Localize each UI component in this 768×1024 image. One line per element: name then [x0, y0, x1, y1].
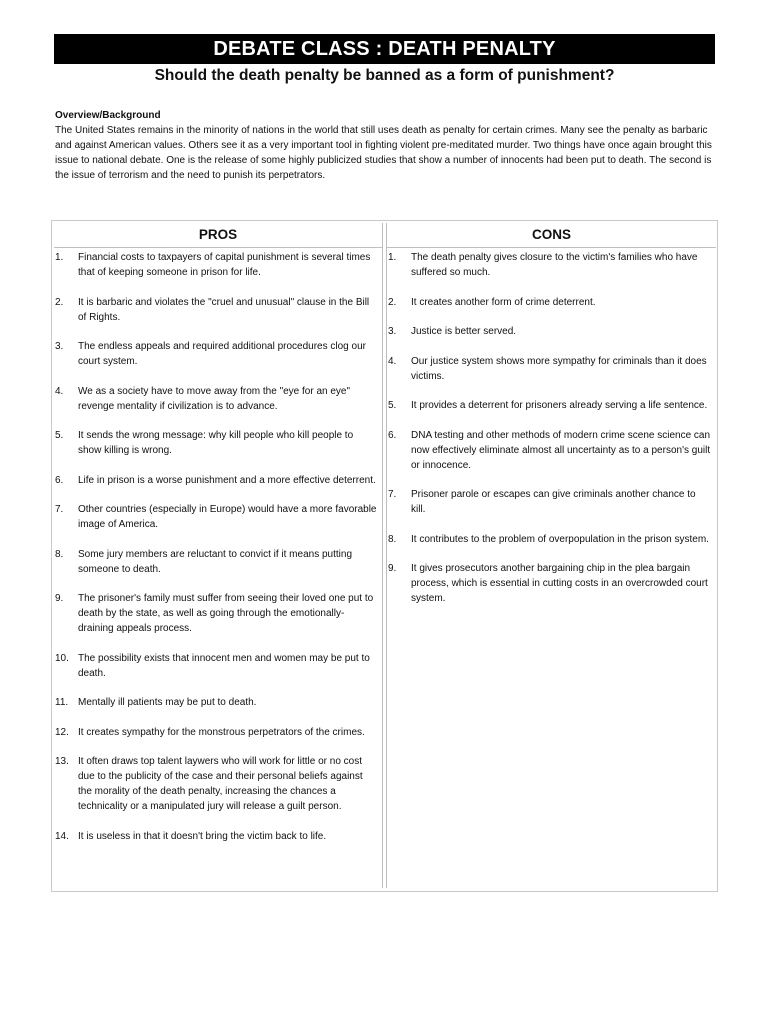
- pros-list-item: [54, 829, 382, 844]
- pros-item-number: 8.: [55, 548, 64, 560]
- cons-header: CONS: [387, 223, 716, 248]
- pros-item-text: The endless appeals and required additional procedures clog our court system.: [78, 341, 366, 367]
- cons-list-item: [387, 250, 716, 280]
- cons-list-item: [387, 295, 716, 310]
- pros-item-text: It is useless in that it doesn't bring the victim back to life.: [78, 830, 327, 842]
- cons-item-text: It gives prosecutors another bargaining chip in the plea bargain process, which is essential in cutting costs in an overcrowded court system.: [411, 563, 708, 604]
- cons-item-number: 3.: [388, 326, 397, 337]
- cons-item-number: 4.: [388, 355, 397, 367]
- pros-list-item: [54, 591, 382, 636]
- cons-item-number: 1.: [388, 252, 397, 263]
- pros-item-number: 11.: [55, 697, 69, 708]
- pros-header: PROS: [54, 223, 383, 248]
- cons-list-item: [387, 428, 716, 473]
- overview-heading: Overview/Background: [55, 110, 161, 121]
- cons-list-item: [387, 398, 716, 413]
- pros-item-number: 1.: [55, 252, 64, 263]
- pros-list-item: [54, 547, 382, 577]
- cons-item-text: It creates another form of crime deterrent.: [411, 296, 596, 308]
- cons-item-text: Justice is better served.: [411, 326, 517, 337]
- cons-item-number: 9.: [388, 563, 397, 574]
- pros-item-text: The possibility exists that innocent men and women may be put to death.: [78, 652, 370, 679]
- cons-item-number: 6.: [388, 429, 397, 441]
- cons-item-number: 2.: [388, 296, 397, 308]
- pros-item-number: 3.: [55, 341, 64, 352]
- pros-item-text: It often draws top talent laywers who will work for little or no cost due to the publicity of the case and their personal beliefs against the morality of the death penalty, increasing the chances a technicality or a manipulated jury will release a guilt person.: [78, 756, 363, 812]
- pros-list-item: [54, 250, 382, 280]
- overview-text: The United States remains in the minority of nations in the world that still uses death as penalty for certain crimes. Many see the penalty as barbaric and against American values. Others see it as a very important tool in fighting violent pre-meditated murder. Two things have once again brought this issue to national debate. One is the release of some highly publicized studies that show a number of innocents had been put to death. The second is the issue of terrorism and the need to punish its perpetrators.: [55, 125, 712, 181]
- pros-item-number: 13.: [55, 756, 69, 767]
- pros-list-item: [54, 473, 382, 488]
- pros-item-text: It creates sympathy for the monstrous perpetrators of the crimes.: [78, 726, 365, 738]
- cons-item-number: 5.: [388, 400, 397, 411]
- cons-list-item: [387, 532, 716, 547]
- pros-list-item: [54, 754, 382, 814]
- pros-list-item: [54, 428, 382, 458]
- pros-item-number: 4.: [55, 385, 64, 397]
- cons-column: [386, 223, 716, 888]
- cons-list-item: [387, 354, 716, 384]
- pros-list-item: [54, 695, 382, 710]
- pros-list: [54, 248, 382, 844]
- debate-question: Should the death penalty be banned as a form of punishment?: [154, 67, 615, 84]
- cons-item-text: The death penalty gives closure to the victim's families who have suffered so much.: [411, 252, 698, 278]
- pros-item-number: 7.: [55, 504, 64, 515]
- pros-item-text: The prisoner's family must suffer from seeing their loved one put to death by the state, as well as going through the emotionally-draining appeals process.: [78, 593, 374, 634]
- pros-list-item: [54, 725, 382, 740]
- pros-item-text: Financial costs to taxpayers of capital punishment is several times that of keeping someone in prison for life.: [78, 252, 371, 278]
- pros-item-text: We as a society have to move away from the "eye for an eye" revenge mentality if civilization is to advance.: [78, 385, 351, 412]
- cons-item-text: It contributes to the problem of overpopulation in the prison system.: [411, 533, 709, 545]
- pros-item-text: It is barbaric and violates the "cruel and unusual" clause in the Bill of Rights.: [78, 296, 370, 323]
- pros-item-number: 14.: [55, 830, 69, 842]
- pros-list-item: [54, 339, 382, 369]
- cons-list: [387, 248, 716, 606]
- cons-item-text: Prisoner parole or escapes can give criminals another chance to kill.: [411, 489, 696, 515]
- pros-item-number: 5.: [55, 430, 64, 441]
- pros-item-text: Some jury members are reluctant to convict if it means putting someone to death.: [78, 548, 353, 575]
- pros-item-text: Other countries (especially in Europe) would have a more favorable image of America.: [78, 504, 377, 530]
- pros-item-text: Mentally ill patients may be put to death.: [78, 697, 257, 708]
- cons-item-number: 8.: [388, 533, 397, 545]
- cons-list-item: [387, 487, 716, 517]
- cons-item-number: 7.: [388, 489, 397, 500]
- pros-item-number: 6.: [55, 474, 64, 486]
- pros-list-item: [54, 295, 382, 325]
- document-title: DEBATE CLASS : DEATH PENALTY: [54, 34, 715, 64]
- pros-list-item: [54, 651, 382, 681]
- cons-list-item: [387, 561, 716, 606]
- pros-item-text: Life in prison is a worse punishment and a more effective deterrent.: [78, 474, 376, 486]
- pros-item-number: 2.: [55, 296, 64, 308]
- pros-item-text: It sends the wrong message: why kill people who kill people to show killing is wrong.: [78, 430, 354, 456]
- pros-item-number: 9.: [55, 593, 64, 604]
- pros-item-number: 12.: [55, 726, 69, 738]
- cons-item-text: Our justice system shows more sympathy for criminals than it does victims.: [411, 355, 707, 382]
- cons-item-text: It provides a deterrent for prisoners already serving a life sentence.: [411, 400, 708, 411]
- pros-item-number: 10.: [55, 652, 69, 664]
- pros-column: [54, 223, 383, 888]
- cons-item-text: DNA testing and other methods of modern crime scene science can now effectively eliminate almost all uncertainty as to a person's guilt or innocence.: [411, 429, 711, 471]
- cons-list-item: [387, 324, 716, 339]
- pros-list-item: [54, 384, 382, 414]
- pros-list-item: [54, 502, 382, 532]
